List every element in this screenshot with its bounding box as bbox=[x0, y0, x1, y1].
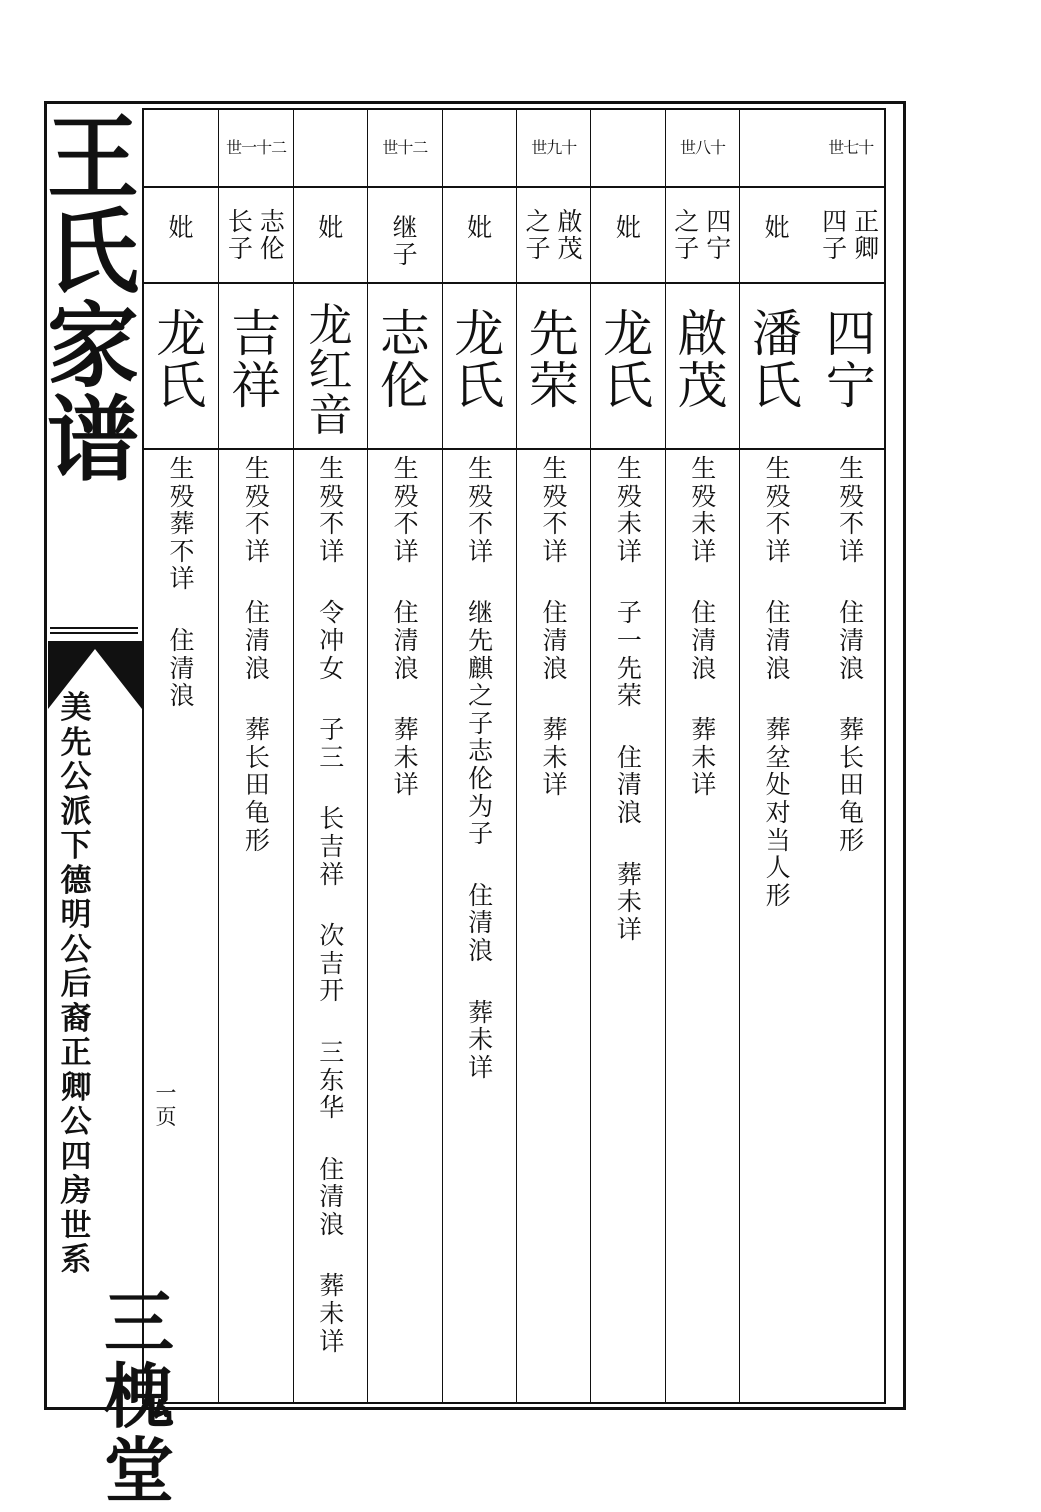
generation-label: 世七十 bbox=[828, 138, 874, 157]
table-top-rule bbox=[142, 108, 886, 110]
detail-char: 住 bbox=[542, 598, 568, 628]
detail-char: 人 bbox=[765, 853, 791, 883]
detail-char: 清 bbox=[319, 1182, 345, 1212]
relation-char: 妣 bbox=[318, 213, 344, 242]
name-char: 氏 bbox=[454, 357, 505, 415]
detail-char: 住 bbox=[765, 598, 791, 628]
title-char: 谱 bbox=[46, 386, 139, 494]
detail-char: 殁 bbox=[542, 481, 568, 511]
detail-char: 长 bbox=[244, 742, 270, 772]
relation-char: 子 bbox=[822, 234, 848, 263]
detail-char: 吉 bbox=[319, 948, 345, 978]
detail-char: 殁 bbox=[169, 481, 195, 511]
relation-text bbox=[318, 214, 344, 241]
detail-char: 田 bbox=[244, 770, 270, 800]
table-bottom-rule bbox=[142, 1402, 886, 1404]
detail-char: 三 bbox=[319, 742, 345, 772]
detail-char: 详 bbox=[542, 770, 568, 800]
generation-row-rule bbox=[142, 186, 886, 188]
detail-char: 未 bbox=[319, 1299, 345, 1329]
detail-char: 浪 bbox=[691, 653, 717, 683]
detail-char: 对 bbox=[765, 797, 791, 827]
title-char: 王 bbox=[46, 104, 139, 212]
person-details bbox=[764, 455, 792, 909]
detail-char: 详 bbox=[393, 536, 419, 566]
subtitle-char: 四 bbox=[60, 1138, 92, 1175]
detail-char: 未 bbox=[691, 509, 717, 539]
detail-char: 生 bbox=[839, 454, 865, 483]
detail-char: 清 bbox=[616, 770, 642, 800]
relation-cell bbox=[219, 208, 292, 278]
detail-char: 长 bbox=[839, 742, 865, 772]
subtitle-char: 系 bbox=[60, 1242, 92, 1278]
subtitle-char: 裔 bbox=[60, 1000, 92, 1037]
detail-char: 葬 bbox=[691, 715, 717, 745]
detail-char: 形 bbox=[839, 825, 865, 855]
detail-char: 清 bbox=[765, 625, 791, 655]
detail-char: 详 bbox=[468, 536, 494, 566]
detail-gap bbox=[318, 565, 346, 599]
detail-char: 殁 bbox=[616, 481, 642, 511]
subtitle-char: 卿 bbox=[60, 1069, 92, 1106]
name-char: 氏 bbox=[156, 357, 207, 415]
person-details bbox=[392, 455, 420, 799]
detail-char: 开 bbox=[319, 976, 345, 1006]
detail-char: 住 bbox=[839, 598, 865, 628]
detail-char: 浪 bbox=[244, 653, 270, 683]
detail-char: 浪 bbox=[542, 653, 568, 683]
detail-char: 志 bbox=[468, 736, 494, 766]
page-number-char: 页 bbox=[155, 1105, 177, 1129]
person-column bbox=[367, 108, 441, 1404]
relation-char: 伦 bbox=[259, 234, 285, 263]
person-column bbox=[516, 108, 590, 1404]
subtitle-char: 先 bbox=[60, 724, 92, 761]
detail-gap bbox=[615, 565, 643, 599]
person-name bbox=[368, 305, 441, 415]
detail-char: 女 bbox=[319, 653, 345, 683]
detail-char: 未 bbox=[542, 742, 568, 772]
title-char: 氏 bbox=[46, 198, 139, 306]
relation-char: 啟 bbox=[557, 207, 583, 236]
person-details bbox=[838, 455, 866, 854]
relation-char: 妣 bbox=[764, 213, 790, 242]
detail-char: 祥 bbox=[319, 859, 345, 889]
detail-char: 清 bbox=[169, 653, 195, 683]
detail-char: 三 bbox=[319, 1037, 345, 1067]
name-char: 志 bbox=[379, 305, 430, 363]
relation-cell bbox=[443, 208, 516, 278]
detail-char: 详 bbox=[691, 536, 717, 566]
person-name bbox=[740, 305, 813, 415]
detail-char: 子 bbox=[616, 598, 642, 628]
detail-char: 葬 bbox=[393, 715, 419, 745]
subtitle-char: 公 bbox=[60, 931, 92, 968]
name-char: 氏 bbox=[751, 357, 802, 415]
detail-char: 住 bbox=[319, 1154, 345, 1184]
relation-char: 卿 bbox=[854, 234, 880, 263]
detail-char: 葬 bbox=[319, 1271, 345, 1301]
relation-text bbox=[557, 208, 583, 262]
name-char: 先 bbox=[528, 305, 579, 363]
spine bbox=[44, 101, 177, 1512]
detail-char: 子 bbox=[468, 708, 494, 738]
detail-char: 生 bbox=[691, 454, 717, 483]
detail-char: 生 bbox=[765, 454, 791, 483]
detail-char: 住 bbox=[393, 598, 419, 628]
detail-char: 葬 bbox=[765, 715, 791, 745]
detail-char: 生 bbox=[244, 454, 270, 483]
detail-char: 未 bbox=[691, 742, 717, 772]
relation-text bbox=[854, 208, 880, 262]
name-char: 祥 bbox=[231, 357, 282, 415]
relation-char: 妣 bbox=[615, 213, 641, 242]
person-name bbox=[666, 305, 739, 415]
detail-char: 未 bbox=[616, 509, 642, 539]
detail-char: 殁 bbox=[393, 481, 419, 511]
relation-cell bbox=[740, 208, 813, 278]
detail-char: 形 bbox=[765, 880, 791, 910]
relation-char: 妣 bbox=[467, 213, 493, 242]
detail-gap bbox=[690, 682, 718, 716]
person-name bbox=[814, 305, 888, 415]
detail-char: 住 bbox=[468, 880, 494, 910]
detail-char: 详 bbox=[169, 564, 195, 594]
person-name bbox=[219, 305, 292, 415]
detail-gap bbox=[764, 565, 792, 599]
relation-text bbox=[764, 214, 790, 241]
person-column bbox=[218, 108, 292, 1404]
detail-gap bbox=[764, 682, 792, 716]
person-column bbox=[144, 108, 218, 1404]
person-details bbox=[615, 455, 643, 943]
detail-gap bbox=[615, 827, 643, 861]
detail-gap bbox=[467, 848, 495, 882]
relation-text bbox=[822, 208, 848, 262]
detail-char: 伦 bbox=[468, 763, 494, 793]
detail-gap bbox=[541, 682, 569, 716]
detail-char: 详 bbox=[765, 536, 791, 566]
detail-gap bbox=[392, 565, 420, 599]
detail-char: 生 bbox=[169, 454, 195, 483]
detail-char: 吉 bbox=[319, 831, 345, 861]
detail-char: 殁 bbox=[468, 481, 494, 511]
name-char: 音 bbox=[308, 390, 353, 441]
detail-char: 次 bbox=[319, 921, 345, 951]
person-name bbox=[591, 305, 664, 415]
detail-gap bbox=[168, 593, 196, 627]
detail-char: 清 bbox=[468, 908, 494, 938]
name-char: 啟 bbox=[677, 305, 728, 363]
relation-cell bbox=[591, 208, 664, 278]
relation-char: 子 bbox=[674, 234, 700, 263]
detail-char: 处 bbox=[765, 770, 791, 800]
detail-gap bbox=[690, 565, 718, 599]
genealogy-table bbox=[142, 108, 886, 1404]
generation-label: 世十二 bbox=[382, 138, 428, 157]
detail-char: 清 bbox=[839, 625, 865, 655]
subtitle-char: 下 bbox=[60, 828, 92, 864]
relation-char: 子 bbox=[392, 240, 418, 269]
detail-char: 先 bbox=[468, 625, 494, 655]
detail-char: 清 bbox=[244, 625, 270, 655]
detail-char: 葬 bbox=[616, 859, 642, 889]
subtitle-char: 德 bbox=[60, 862, 92, 899]
subtitle-char: 公 bbox=[60, 759, 92, 795]
generation-label: 世一十二 bbox=[226, 138, 287, 157]
person-name bbox=[294, 300, 367, 441]
detail-char: 不 bbox=[319, 509, 345, 539]
detail-char: 浪 bbox=[468, 935, 494, 965]
name-row-rule bbox=[142, 448, 886, 450]
detail-char: 东 bbox=[319, 1065, 345, 1095]
relation-text bbox=[467, 214, 493, 241]
relation-text bbox=[706, 208, 732, 262]
detail-char: 详 bbox=[319, 536, 345, 566]
relation-cell bbox=[368, 208, 441, 278]
subtitle-char: 公 bbox=[60, 1104, 92, 1140]
detail-char: 令 bbox=[319, 598, 345, 628]
detail-char: 不 bbox=[542, 509, 568, 539]
lineage-subtitle bbox=[56, 691, 96, 1278]
relation-char: 子 bbox=[227, 234, 253, 263]
person-details bbox=[243, 455, 271, 854]
detail-char: 先 bbox=[616, 653, 642, 683]
detail-char: 住 bbox=[169, 625, 195, 655]
relation-cell bbox=[144, 208, 218, 278]
detail-char: 清 bbox=[691, 625, 717, 655]
detail-char: 殁 bbox=[319, 481, 345, 511]
detail-char: 详 bbox=[393, 770, 419, 800]
relation-text bbox=[259, 208, 285, 262]
person-column bbox=[590, 108, 664, 1404]
relation-char: 之 bbox=[525, 207, 551, 236]
name-char: 龙 bbox=[156, 305, 207, 363]
detail-char: 不 bbox=[468, 509, 494, 539]
detail-char: 清 bbox=[393, 625, 419, 655]
subtitle-char: 后 bbox=[60, 966, 92, 1002]
detail-char: 殁 bbox=[765, 481, 791, 511]
detail-char: 继 bbox=[468, 598, 494, 628]
relation-char: 宁 bbox=[706, 234, 732, 263]
detail-gap bbox=[318, 771, 346, 805]
name-char: 龙 bbox=[308, 300, 353, 351]
relation-text bbox=[615, 214, 641, 241]
person-details bbox=[690, 455, 718, 799]
relation-text bbox=[525, 208, 551, 262]
detail-char: 详 bbox=[691, 770, 717, 800]
detail-char: 一 bbox=[616, 625, 642, 655]
relation-cell bbox=[666, 208, 739, 278]
subtitle-char: 美 bbox=[60, 690, 92, 726]
detail-char: 详 bbox=[244, 536, 270, 566]
person-name bbox=[443, 305, 516, 415]
detail-gap bbox=[467, 565, 495, 599]
page-number-char: 一 bbox=[155, 1081, 177, 1105]
detail-char: 殁 bbox=[839, 481, 865, 511]
relation-row-rule bbox=[142, 282, 886, 284]
name-char: 荣 bbox=[528, 357, 579, 415]
name-char: 龙 bbox=[603, 305, 654, 363]
detail-char: 生 bbox=[542, 454, 568, 483]
detail-char: 龟 bbox=[839, 797, 865, 827]
detail-char: 浪 bbox=[616, 797, 642, 827]
detail-char: 生 bbox=[393, 454, 419, 483]
detail-gap bbox=[541, 565, 569, 599]
detail-gap bbox=[838, 682, 866, 716]
detail-gap bbox=[615, 710, 643, 744]
detail-char: 殁 bbox=[691, 481, 717, 511]
detail-char: 葬 bbox=[468, 997, 494, 1027]
detail-char: 葬 bbox=[839, 715, 865, 745]
hall-char: 槐 bbox=[104, 1355, 174, 1438]
name-char: 伦 bbox=[379, 357, 430, 415]
relation-char: 继 bbox=[392, 213, 418, 242]
person-column bbox=[442, 108, 516, 1404]
detail-char: 浪 bbox=[393, 653, 419, 683]
name-char: 氏 bbox=[603, 357, 654, 415]
relation-char: 之 bbox=[674, 207, 700, 236]
detail-gap bbox=[243, 682, 271, 716]
book-title bbox=[44, 104, 142, 494]
detail-char: 浪 bbox=[169, 681, 195, 711]
person-details bbox=[168, 455, 196, 710]
hall-char: 堂 bbox=[104, 1429, 174, 1512]
name-char: 吉 bbox=[231, 305, 282, 363]
detail-char: 田 bbox=[839, 770, 865, 800]
person-name bbox=[144, 305, 218, 415]
detail-gap bbox=[838, 565, 866, 599]
subtitle-char: 派 bbox=[60, 793, 92, 830]
person-column bbox=[665, 108, 739, 1404]
detail-char: 坌 bbox=[765, 742, 791, 772]
relation-text bbox=[392, 214, 418, 268]
detail-char: 住 bbox=[691, 598, 717, 628]
generation-label: 世八十 bbox=[679, 138, 725, 157]
detail-char: 冲 bbox=[319, 625, 345, 655]
detail-gap bbox=[467, 965, 495, 999]
person-name bbox=[517, 305, 590, 415]
name-char: 龙 bbox=[454, 305, 505, 363]
detail-char: 未 bbox=[393, 742, 419, 772]
person-details bbox=[541, 455, 569, 799]
detail-gap bbox=[318, 682, 346, 716]
detail-char: 浪 bbox=[839, 653, 865, 683]
detail-char: 未 bbox=[616, 887, 642, 917]
relation-char: 志 bbox=[259, 207, 285, 236]
relation-char: 四 bbox=[706, 207, 732, 236]
detail-char: 麒 bbox=[468, 653, 494, 683]
subtitle-char: 房 bbox=[60, 1173, 92, 1209]
detail-char: 子 bbox=[468, 819, 494, 849]
name-char: 茂 bbox=[677, 357, 728, 415]
detail-char: 为 bbox=[468, 791, 494, 821]
detail-char: 葬 bbox=[542, 715, 568, 745]
detail-char: 详 bbox=[616, 536, 642, 566]
detail-char: 殁 bbox=[244, 481, 270, 511]
detail-char: 华 bbox=[319, 1093, 345, 1123]
detail-char: 住 bbox=[616, 742, 642, 772]
relation-cell bbox=[294, 208, 367, 278]
name-char: 宁 bbox=[825, 357, 876, 415]
relation-char: 长 bbox=[227, 207, 253, 236]
person-column bbox=[739, 108, 813, 1404]
relation-cell bbox=[517, 208, 590, 278]
detail-char: 不 bbox=[244, 509, 270, 539]
detail-char: 形 bbox=[244, 825, 270, 855]
relation-text bbox=[168, 214, 194, 241]
name-char: 四 bbox=[825, 305, 876, 363]
detail-gap bbox=[392, 682, 420, 716]
title-char: 家 bbox=[46, 292, 139, 400]
detail-char: 详 bbox=[319, 1326, 345, 1356]
detail-char: 未 bbox=[468, 1025, 494, 1055]
detail-gap bbox=[318, 1122, 346, 1156]
detail-char: 住 bbox=[244, 598, 270, 628]
detail-char: 葬 bbox=[169, 509, 195, 539]
detail-char: 浪 bbox=[319, 1209, 345, 1239]
detail-gap bbox=[243, 565, 271, 599]
relation-text bbox=[674, 208, 700, 262]
subtitle-char: 明 bbox=[60, 897, 92, 933]
detail-char: 之 bbox=[468, 681, 494, 711]
person-details bbox=[318, 455, 346, 1355]
relation-char: 妣 bbox=[168, 213, 194, 242]
subtitle-char: 正 bbox=[60, 1035, 92, 1071]
relation-char: 茂 bbox=[557, 234, 583, 263]
person-column bbox=[814, 108, 888, 1404]
detail-char: 当 bbox=[765, 825, 791, 855]
name-char: 红 bbox=[308, 345, 353, 396]
detail-char: 子 bbox=[319, 715, 345, 745]
relation-char: 子 bbox=[525, 234, 551, 263]
detail-char: 生 bbox=[616, 454, 642, 483]
detail-char: 生 bbox=[319, 454, 345, 483]
detail-char: 详 bbox=[616, 914, 642, 944]
detail-char: 荣 bbox=[616, 681, 642, 711]
detail-char: 详 bbox=[839, 536, 865, 566]
detail-char: 龟 bbox=[244, 797, 270, 827]
person-column bbox=[293, 108, 367, 1404]
generation-label: 世九十 bbox=[531, 138, 577, 157]
detail-char: 不 bbox=[765, 509, 791, 539]
detail-char: 长 bbox=[319, 804, 345, 834]
detail-gap bbox=[318, 888, 346, 922]
detail-char: 浪 bbox=[765, 653, 791, 683]
person-details bbox=[467, 455, 495, 1081]
relation-char: 正 bbox=[854, 207, 880, 236]
relation-char: 四 bbox=[822, 207, 848, 236]
detail-gap bbox=[318, 1005, 346, 1039]
detail-char: 葬 bbox=[244, 715, 270, 745]
subtitle-char: 世 bbox=[60, 1207, 92, 1244]
detail-char: 不 bbox=[169, 536, 195, 566]
detail-char: 清 bbox=[542, 625, 568, 655]
name-char: 潘 bbox=[751, 305, 802, 363]
detail-char: 不 bbox=[393, 509, 419, 539]
detail-gap bbox=[318, 1238, 346, 1272]
detail-char: 生 bbox=[468, 454, 494, 483]
detail-char: 不 bbox=[839, 509, 865, 539]
relation-text bbox=[227, 208, 253, 262]
relation-cell bbox=[814, 208, 888, 278]
detail-char: 详 bbox=[468, 1052, 494, 1082]
hall-char: 三 bbox=[104, 1281, 174, 1364]
detail-char: 详 bbox=[542, 536, 568, 566]
